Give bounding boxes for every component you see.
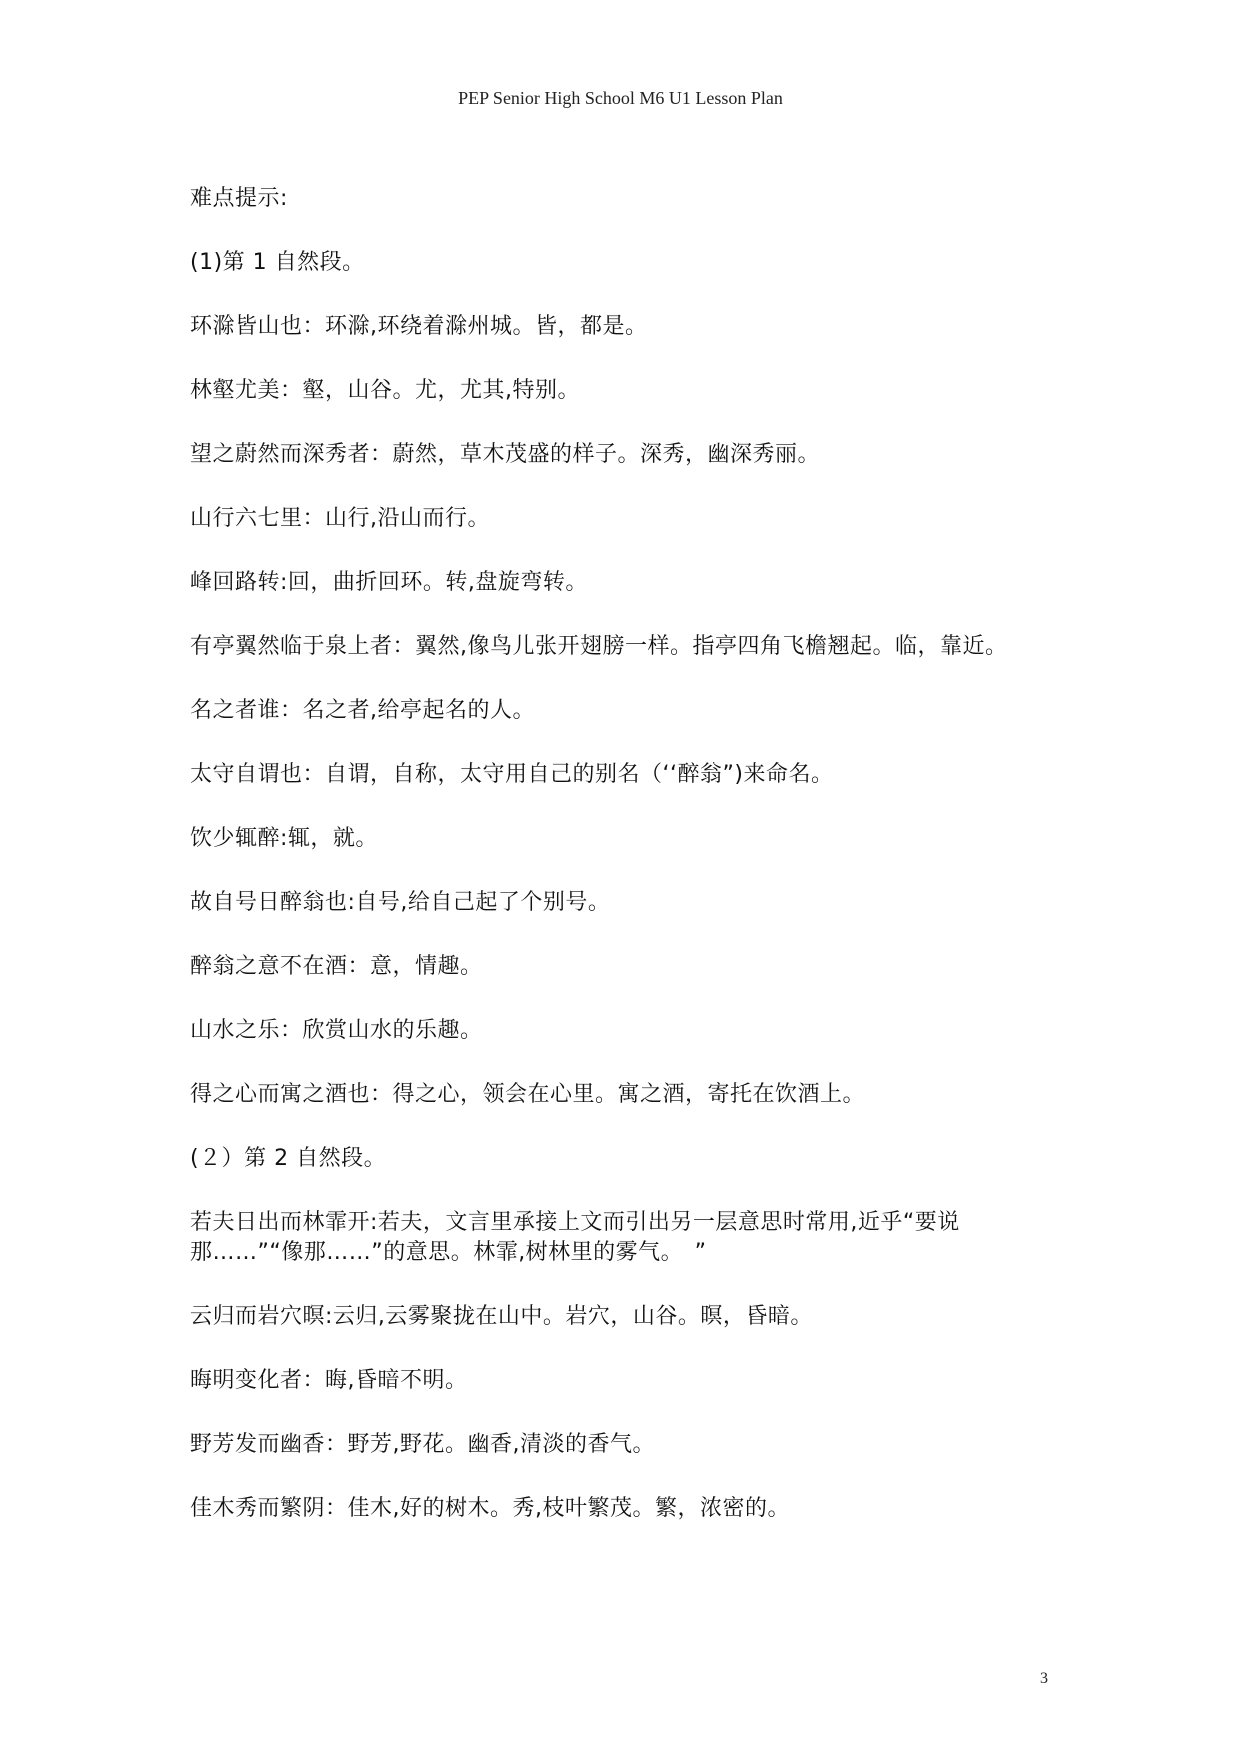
text-line: 林壑尤美：壑，山谷。尤，尤其,特别。 — [190, 378, 580, 403]
text-line: (1)第 1 自然段。 — [190, 250, 365, 275]
text-line: 晦明变化者：晦,昏暗不明。 — [190, 1368, 468, 1393]
page-header: PEP Senior High School M6 U1 Lesson Plan — [458, 88, 783, 108]
text-line: 太守自谓也：自谓，自称，太守用自己的别名（‘‘醉翁”)来命名。 — [190, 762, 834, 787]
text-line: 饮少辄醉:辄，就。 — [190, 826, 378, 851]
text-line: 环滁皆山也：环滁,环绕着滁州城。皆，都是。 — [190, 314, 648, 339]
text-line: 难点提示: — [190, 186, 288, 211]
text-line: 若夫日出而林霏开:若夫，文言里承接上文而引出另一层意思时常用,近乎“要说那……”“像那……”的意思。林霏,树林里的雾气。 ” — [190, 1210, 960, 1265]
text-line: 佳木秀而繁阴：佳木,好的树木。秀,枝叶繁茂。繁，浓密的。 — [190, 1496, 790, 1521]
text-line: 云归而岩穴暝:云归,云雾聚拢在山中。岩穴，山谷。暝，昏暗。 — [190, 1304, 813, 1329]
text-line: (２）第 2 自然段。 — [190, 1146, 387, 1171]
text-line: 得之心而寓之酒也：得之心，领会在心里。寓之酒，寄托在饮酒上。 — [190, 1082, 866, 1107]
text-line: 望之蔚然而深秀者：蔚然，草木茂盛的样子。深秀，幽深秀丽。 — [190, 442, 821, 467]
text-line: 山行六七里：山行,沿山而行。 — [190, 506, 490, 531]
text-line: 名之者谁：名之者,给亭起名的人。 — [190, 698, 535, 723]
document-body — [190, 184, 1060, 1558]
text-line: 峰回路转:回，曲折回环。转,盘旋弯转。 — [190, 570, 588, 595]
text-line: 有亭翼然临于泉上者：翼然,像鸟儿张开翅膀一样。指亭四角飞檐翘起。临，靠近。 — [190, 634, 1008, 659]
text-line: 山水之乐：欣赏山水的乐趣。 — [190, 1018, 483, 1043]
text-line: 醉翁之意不在酒：意，情趣。 — [190, 954, 483, 979]
text-line: 野芳发而幽香：野芳,野花。幽香,清淡的香气。 — [190, 1432, 655, 1457]
page-number: 3 — [1040, 1670, 1048, 1687]
text-line: 故自号日醉翁也:自号,给自己起了个别号。 — [190, 890, 611, 915]
